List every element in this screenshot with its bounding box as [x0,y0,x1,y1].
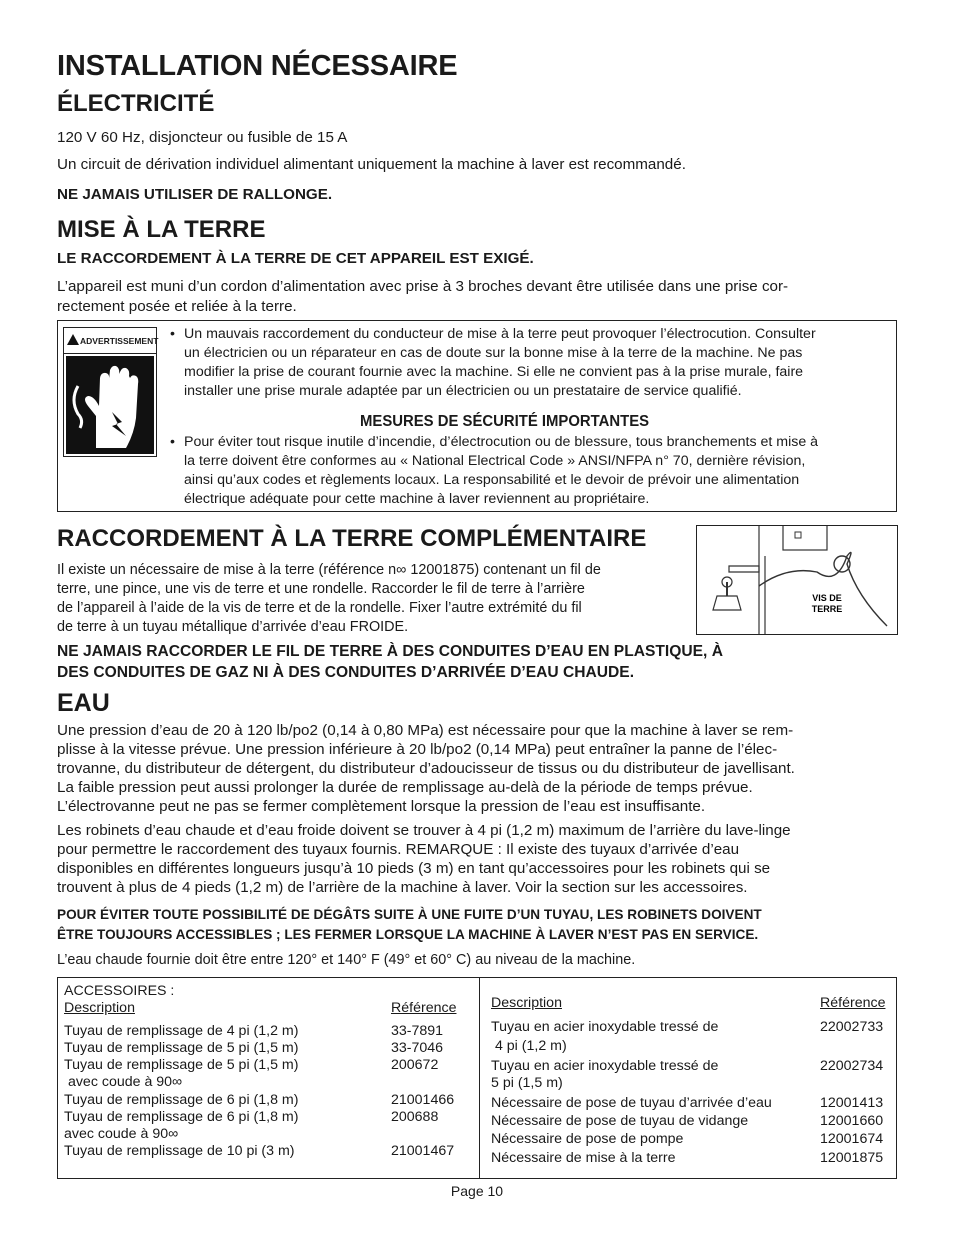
table-row: Tuyau de remplissage de 10 pi (3 m) [64,1143,295,1159]
table-cell-ref: 12001875 [820,1150,884,1166]
heading-mise-terre: MISE À LA TERRE [57,216,266,243]
table-cell-ref: 33-7891 [391,1023,444,1039]
eau-p1-line-5: L’électrovanne peut ne pas se fermer complètement lorsque la pression de l’eau est insuffisante. [57,798,706,815]
warning-label: ADVERTISSEMENT [64,328,156,354]
warning-symbol [63,327,157,457]
complementaire-warning-1: NE JAMAIS RACCORDER LE FIL DE TERRE À DES CONDUITES D’EAU EN PLASTIQUE, À [57,643,723,660]
table-cell-ref: 21001466 [391,1092,455,1108]
table-row: Nécessaire de pose de tuyau de vidange [491,1113,749,1129]
accessories-table [57,977,897,1179]
eau-p2-line-2: pour permettre le raccordement des tuyaux fournis. REMARQUE : Il existe des tuyaux d’arrivée d’eau [57,841,740,858]
complementaire-line-1: Il existe un nécessaire de mise à la terre (référence n∞ 12001875) contenant un fil de [57,562,601,578]
table-cell-ref: 200672 [391,1057,439,1073]
complementaire-line-2: terre, une pince, une vis de terre et une rondelle. Raccorder le fil de terre à l’arrière [57,581,585,597]
accessories-title: ACCESSOIRES : [64,983,175,999]
eau-p2-line-1: Les robinets d’eau chaude et d’eau froide doivent se trouver à 4 pi (1,2 m) maximum de l’arrière du lave-linge [57,822,791,839]
table-row: Nécessaire de pose de pompe [491,1131,684,1147]
table-row: Nécessaire de pose de tuyau d’arrivée d’eau [491,1095,772,1111]
table-row: 4 pi (1,2 m) [491,1038,567,1054]
table-row: avec coude à 90∞ [64,1126,179,1142]
eau-p1-line-3: trovanne, du distributeur de détergent, du distributeur d’adoucisseur de tissus ou du distributeur de javellisant. [57,760,795,777]
page-title: INSTALLATION NÉCESSAIRE [57,50,458,82]
eau-p1-line-2: plisse à la vitesse prévue. Une pression inférieure à 20 lb/po2 (0,14 MPa) peut entraîner la panne de l’élec- [57,741,778,758]
left-col-ref-header: Référence [391,1000,457,1016]
mise-terre-p1b: rectement posée et reliée à la terre. [57,298,297,315]
eau-caution-1: POUR ÉVITER TOUTE POSSIBILITÉ DE DÉGÂTS SUITE À UNE FUITE D’UN TUYAU, LES ROBINETS DOIVENT [57,907,762,922]
table-row: Nécessaire de mise à la terre [491,1150,676,1166]
table-row: Tuyau en acier inoxydable tressé de [491,1058,719,1074]
figure-label-1: VIS DE [812,593,842,603]
table-cell-ref: 12001660 [820,1113,884,1129]
eau-p1-line-4: La faible pression peut aussi prolonger la durée de remplissage au-delà de la période de temps prévue. [57,779,753,796]
table-cell-ref: 12001674 [820,1131,884,1147]
table-row: Tuyau de remplissage de 6 pi (1,8 m) [64,1109,299,1125]
complementaire-line-4: de terre à un tuyau métallique d’arrivée d’eau FROIDE. [57,619,409,635]
right-col-desc-header: Description [491,995,562,1011]
table-row: Tuyau de remplissage de 5 pi (1,5 m) [64,1040,299,1056]
eau-p1-line-1: Une pression d’eau de 20 à 120 lb/po2 (0,14 à 0,80 MPa) est nécessaire pour que la machine à laver se rem- [57,722,794,739]
page-number: Page 10 [450,1183,504,1199]
ground-screw-illustration-icon [697,526,897,634]
eau-caution-2: ÊTRE TOUJOURS ACCESSIBLES ; LES FERMER LORSQUE LA MACHINE À LAVER N’EST PAS EN SERVICE. [57,927,759,942]
table-row: Tuyau de remplissage de 6 pi (1,8 m) [64,1092,299,1108]
mise-terre-subheading: LE RACCORDEMENT À LA TERRE DE CET APPAREIL EST EXIGÉ. [57,250,534,267]
heading-complementaire: RACCORDEMENT À LA TERRE COMPLÉMENTAIRE [57,525,647,552]
warning-bullet-1: • Un mauvais raccordement du conducteur de mise à la terre peut provoquer l’électrocution. Consulter un électricien ou un réparateur en cas de doute sur la bonne mise à la terre de la machine. Ne pas modifier la prise de courant fournie avec la machine. Si elle ne convient pas à la prise murale, faire installer une prise murale adaptée par un électricien ou un prestataire de service qualifié. [170,326,816,399]
electricite-warning: NE JAMAIS UTILISER DE RALLONGE. [57,186,333,203]
electricite-p1: 120 V 60 Hz, disjoncteur ou fusible de 15 A [57,129,348,146]
table-divider [479,978,480,1178]
table-row: Tuyau en acier inoxydable tressé de [491,1019,719,1035]
right-col-ref-header: Référence [820,995,886,1011]
table-row: Tuyau de remplissage de 4 pi (1,2 m) [64,1023,299,1039]
warning-bullet-2: • Pour éviter tout risque inutile d’incendie, d’électrocution ou de blessure, tous branchements et mise à la terre doivent être conformes au « National Electrical Code » ANSI/NFPA n° 70, dernière révision, ainsi qu’aux codes et règlements locaux. La responsabilité et le devoir de prévoir une alimentation électrique adéquate pour cette machine à laver reviennent au propriétaire. [170,434,819,507]
heading-eau: EAU [57,689,110,717]
heading-electricite: ÉLECTRICITÉ [57,90,215,117]
table-row: Tuyau de remplissage de 5 pi (1,5 m) [64,1057,299,1073]
mise-terre-p1a: L’appareil est muni d’un cordon d’alimentation avec prise à 3 broches devant être utilisée dans une prise cor- [57,278,789,295]
complementaire-line-3: de l’appareil à l’aide de la vis de terre et de la rondelle. Fixer l’autre extrémité du fil [57,600,582,616]
figure-label-2: TERRE [811,604,843,614]
left-col-desc-header: Description [64,1000,135,1016]
table-cell-ref: 21001467 [391,1143,455,1159]
eau-p2-line-3: disponibles en différentes longueurs jusqu’à 10 pieds (3 m) en tant qu’accessoires pour les robinets qui se [57,860,771,877]
complementaire-warning-2: DES CONDUITES DE GAZ NI À DES CONDUITES D’ARRIVÉE D’EAU CHAUDE. [57,664,635,681]
table-cell-ref: 22002733 [820,1019,884,1035]
mesures-heading: MESURES DE SÉCURITÉ IMPORTANTES [360,413,650,430]
table-cell-ref: 33-7046 [391,1040,444,1056]
table-row: avec coude à 90∞ [64,1074,183,1090]
eau-p3: L’eau chaude fournie doit être entre 120° et 140° F (49° et 60° C) au niveau de la machine. [57,952,636,968]
ground-screw-figure [696,525,898,635]
eau-p2-line-4: trouvent à plus de 4 pieds (1,2 m) de l’arrière de la machine à laver. Voir la section sur les accessoires. [57,879,748,896]
warning-triangle-icon [67,334,79,345]
table-cell-ref: 200688 [391,1109,439,1125]
table-cell-ref: 22002734 [820,1058,884,1074]
warning-box [57,320,897,512]
table-cell-ref: 12001413 [820,1095,884,1111]
electricite-p2: Un circuit de dérivation individuel alimentant uniquement la machine à laver est recommandé. [57,156,686,173]
electric-shock-hand-icon [66,356,154,454]
table-row: 5 pi (1,5 m) [491,1075,563,1091]
